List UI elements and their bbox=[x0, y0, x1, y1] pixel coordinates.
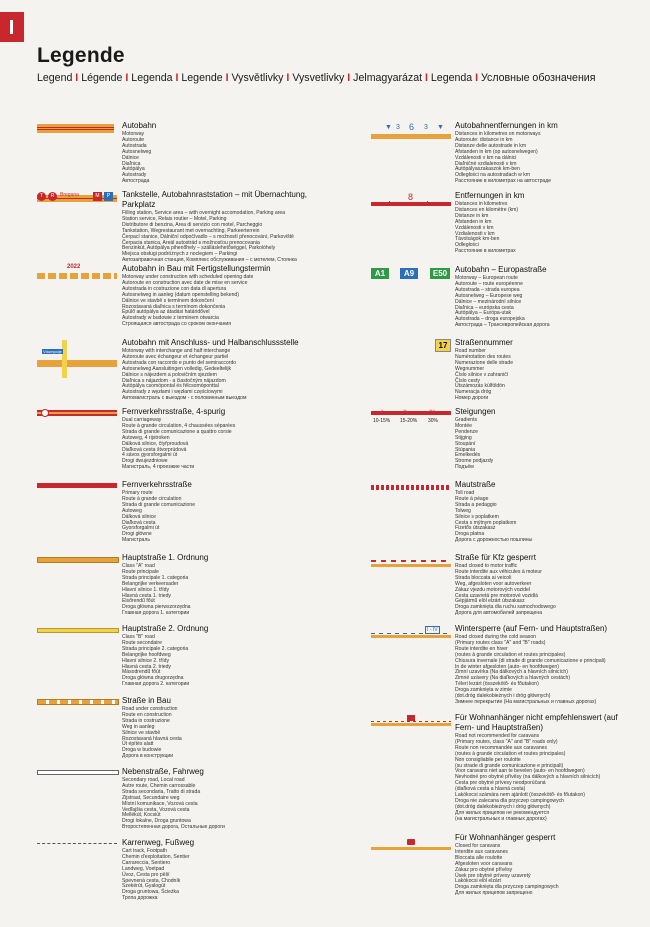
legend-translation: Diaľková cesta bbox=[122, 519, 156, 526]
section-tab-marker bbox=[10, 20, 13, 34]
winter-closure-symbol bbox=[371, 628, 451, 642]
legend-translation: Road closed to motor traffic bbox=[455, 563, 518, 569]
legend-translation: In de winter afgesloten (auto- en hoofdwegen) bbox=[455, 663, 559, 670]
legend-heading: Straße für Kfz gesperrt bbox=[455, 553, 536, 562]
legend-translation: Miejsca obsługi podróżnych z noclegiem – Parkingi bbox=[122, 251, 238, 258]
legend-translation: Road under construction bbox=[122, 706, 178, 712]
legend-translation: Weg in aanleg bbox=[122, 723, 155, 730]
legend-entry-right-3 bbox=[455, 338, 635, 402]
legend-translation: Autoroute avec échangeur et échangeur partiel bbox=[122, 353, 229, 360]
legend-translation: Numérotation des routes bbox=[455, 353, 511, 360]
legend-translation: Strada di grande comunicazione bbox=[122, 501, 196, 508]
legend-heading: Tankstelle, Autobahnraststation – mit Übernachtung, Parkplatz bbox=[122, 190, 307, 209]
legend-translation: Главная дорога 1. категории bbox=[122, 610, 190, 617]
legend-translation: Zákaz vjezdu motorových vozidel bbox=[455, 586, 531, 593]
legend-translation: Autosnelweg Aansluitingen volledig, Gedeeltelijk bbox=[122, 365, 232, 372]
legend-translation: Route principale bbox=[122, 568, 159, 575]
legend-translation: Главная дорога 2. категории bbox=[122, 681, 190, 688]
legend-entry-right-7 bbox=[455, 624, 635, 706]
legend-translation: Afgesloten voor caravans bbox=[455, 860, 513, 867]
euro-route-a9: A9 bbox=[400, 268, 418, 279]
legend-translation: Autoroute – route européenne bbox=[455, 280, 523, 287]
legend-translation: (su strade di grande comunicazione e principali) bbox=[455, 762, 564, 769]
legend-entry-left-2 bbox=[122, 264, 342, 328]
legend-translation: Zákaz pro obytné přívěsy bbox=[455, 866, 513, 873]
legend-translation: Подъём bbox=[455, 464, 474, 471]
legend-translation: Stoupání bbox=[455, 440, 476, 447]
legend-entry-left-1 bbox=[122, 190, 342, 264]
toll-road-symbol bbox=[371, 485, 451, 490]
legend-translation: Второстепенная дорога, Остальные дороги bbox=[122, 824, 225, 831]
cart-track-symbol bbox=[37, 843, 117, 845]
legend-translation: Szekérút, Gyalogút bbox=[122, 883, 166, 890]
language-label: Jelmagyarázat bbox=[353, 72, 423, 84]
legend-translation: Strada secondaria, Tratto di strada bbox=[122, 788, 201, 795]
legend-translation: Strada di grande comunicazione a quattro corsie bbox=[122, 428, 232, 435]
legend-translation: Autosnelweg bbox=[122, 148, 152, 155]
legend-translation: Mellékút, Kocsiút bbox=[122, 812, 161, 819]
legend-translation: Rozostavaná diaľnica s termínom dokončenia bbox=[122, 303, 226, 310]
legend-translation: Cesta s mýtnym poplatkom bbox=[455, 519, 517, 526]
legend-translation: Strada principale 1. categoria bbox=[122, 574, 189, 581]
legend-translation: Dálnice – mezinárodní silnice bbox=[455, 298, 522, 305]
legend-translation: Route à grande circulation, 4 chaussées séparées bbox=[122, 422, 236, 429]
legend-translation: Road not recommended for caravans bbox=[455, 733, 540, 739]
legend-heading: Wintersperre (auf Fern- und Hauptstraßen) bbox=[455, 624, 608, 633]
legend-translation: Strada bloccata ai veicoli bbox=[455, 574, 512, 581]
class-b-road-symbol bbox=[37, 628, 119, 633]
legend-translation: Wegnummer bbox=[455, 365, 485, 372]
legend-translation: Diaľnica – európska cesta bbox=[455, 304, 514, 311]
legend-translation: Autostrada in costruzione con data di apertura bbox=[122, 285, 227, 292]
legend-translation: Motorway with interchange and half interchange bbox=[122, 348, 231, 354]
motorway-symbol bbox=[37, 124, 114, 133]
legend-translation: Stúpania bbox=[455, 446, 476, 453]
legend-translation: Dálnice bbox=[122, 154, 139, 161]
legend-translation: Droga zamknięta dla ruchu samochodowego bbox=[455, 604, 556, 611]
legend-translation: Дорога с дорожностью пошлины bbox=[455, 537, 533, 544]
legend-translation: Расстояние в километрах на автостраде bbox=[455, 178, 552, 185]
legend-translation: Для жилых прицепов запрещено bbox=[455, 890, 533, 897]
legend-translation: Gépjármű elöl elzárt útszakasz bbox=[455, 598, 525, 605]
legend-translation: Droga zamknięta dla przyczep campingowych bbox=[455, 884, 559, 891]
legend-translation: Hlavní silnice 1. třídy bbox=[122, 586, 169, 593]
legend-translation: Автострада bbox=[122, 178, 150, 185]
legend-entry-right-5 bbox=[455, 480, 635, 544]
legend-translation: Hlavní silnice 2. třídy bbox=[122, 657, 169, 664]
legend-translation: Autostrady bbox=[122, 172, 147, 179]
legend-translation: Vedľajšia cesta, Vozová cesta bbox=[122, 806, 190, 813]
legend-translation: Épülő autópálya az átadási határidővel bbox=[122, 309, 210, 316]
legend-entry-right-6 bbox=[455, 553, 635, 617]
legend-translation: Droga w budowie bbox=[122, 747, 162, 754]
language-label: Legenda bbox=[430, 72, 473, 84]
road-distance-2: 8 bbox=[408, 192, 414, 202]
class-a-road-symbol bbox=[37, 557, 119, 563]
gradient-label-2: 15-20% bbox=[400, 418, 418, 424]
legend-translation: Motorway bbox=[122, 131, 145, 137]
closed-road-symbol bbox=[371, 560, 451, 568]
legend-translation: Útszámozás külföldön bbox=[455, 383, 505, 390]
legend-heading: Straße in Bau bbox=[122, 696, 171, 705]
legend-translation: Class "A" road bbox=[122, 563, 155, 569]
filling-station-symbol bbox=[37, 192, 117, 206]
legend-translation: Strada principale 2. categoria bbox=[122, 645, 189, 652]
legend-translation: Cesta uzavretá pre motorové vozidlá bbox=[455, 592, 538, 599]
language-label: Legend bbox=[37, 72, 73, 84]
legend-translation: Тропа дорожка bbox=[122, 895, 158, 902]
opening-year: 2022 bbox=[67, 264, 81, 270]
exit-label: Vdumpolje bbox=[43, 349, 62, 354]
legend-translation: Silnice s poplatkem bbox=[455, 513, 499, 520]
interchange-symbol bbox=[37, 340, 117, 378]
legend-translation: Автозаправочная станция, Комплекс обслуживания – с мотелем, Стоянка bbox=[122, 257, 297, 264]
legend-translation: Téleri lezárt (összekötő- és főutakon) bbox=[455, 681, 539, 688]
legend-translation: Strome podjazdy bbox=[455, 458, 494, 465]
legend-translation: Магистраль bbox=[122, 537, 151, 544]
legend-translation: Dual carriageway bbox=[122, 417, 162, 423]
legend-entry-left-5 bbox=[122, 480, 342, 544]
legend-translation: Emelkedés bbox=[455, 452, 481, 459]
legend-translation: Numerazione delle strade bbox=[455, 359, 514, 366]
legend-translation: Motorway under construction with scheduled opening date bbox=[122, 274, 254, 280]
legend-entry-right-9 bbox=[455, 833, 635, 897]
legend-translation: Montée bbox=[455, 422, 472, 429]
legend-heading: Autobahn bbox=[122, 121, 157, 130]
legend-entry-left-9 bbox=[122, 767, 342, 831]
legend-translation: Дорога в конструкции bbox=[122, 753, 174, 760]
legend-translation: (routes à grande circulation et routes principales) bbox=[455, 750, 566, 757]
parking-icon: P bbox=[104, 192, 113, 201]
legend-entry-right-1 bbox=[455, 191, 635, 255]
legend-translation: Hlavná cesta 1. triedy bbox=[122, 592, 171, 599]
legend-translation: Route non recommandée aux caravanes bbox=[455, 744, 548, 751]
legend-translation: Distances en kilomètre (km) bbox=[455, 206, 519, 213]
legend-translation: Diaľnica bbox=[122, 160, 141, 167]
legend-translation: Zijstraat, Secundaire weg bbox=[122, 794, 180, 801]
secondary-road-symbol bbox=[37, 770, 119, 775]
legend-translation: Drogi dwujezdniowe bbox=[122, 458, 168, 465]
legend-entry-right-0 bbox=[455, 121, 635, 185]
legend-heading: Entfernungen in km bbox=[455, 191, 525, 200]
page-title: Legende bbox=[37, 44, 125, 67]
road-construction-symbol bbox=[37, 699, 119, 705]
legend-heading: Karrenweg, Fußweg bbox=[122, 838, 195, 847]
legend-translation: (Primary routes, class "A" and "B" roads only) bbox=[455, 738, 558, 745]
road-distance-symbol bbox=[371, 194, 451, 212]
legend-translation: Drogi główne bbox=[122, 531, 152, 538]
legend-translation: Toll road bbox=[455, 490, 475, 496]
language-subtitle: Legend I Légende I Legenda I Legende I Vysvětlivky I Vysvetlivky I Jelmagyarázat I Legenda I Условные обозначения bbox=[37, 72, 596, 84]
legend-translation: Elsőrendű főút bbox=[122, 598, 155, 605]
legend-entry-right-2 bbox=[455, 265, 635, 329]
legend-entry-left-7 bbox=[122, 624, 342, 688]
legend-translation: Čerpací stanice, Dálniční odpočívadlo – s možností přenocování, Parkoviště bbox=[122, 233, 294, 240]
legend-entry-left-8 bbox=[122, 696, 342, 760]
legend-translation: Nevhodné pro obytné přívěsy (na dálkových a hlavních silnicích) bbox=[455, 774, 601, 781]
legend-translation: (routes à grande circulation et routes principales) bbox=[455, 651, 566, 658]
legend-translation: Route interdite aux véhicules à moteur bbox=[455, 568, 542, 575]
legend-entry-left-4 bbox=[122, 407, 342, 471]
legend-translation: Vzdialenosti v km bbox=[455, 230, 495, 237]
legend-translation: Autosnelweg in aanleg (datum openstelling bekend) bbox=[122, 291, 239, 298]
legend-entry-right-4 bbox=[455, 407, 635, 471]
legend-translation: Route à péage bbox=[455, 495, 489, 502]
road-distance-1: 4 bbox=[387, 201, 391, 208]
legend-translation: Fizetős útszakasz bbox=[455, 525, 496, 532]
legend-translation: Diaľková cesta štvorprúdová bbox=[122, 446, 187, 453]
legend-heading: Fernverkehrsstraße bbox=[122, 480, 192, 489]
legend-translation: Droga główna drugorzędna bbox=[122, 675, 184, 682]
legend-translation: Autostrady z węzłami i węzłami częściowymi bbox=[122, 389, 223, 396]
legend-translation: (на магистральных и главных дорогах) bbox=[455, 815, 547, 822]
legend-translation: Távolságok km-ben bbox=[455, 236, 500, 243]
legend-translation: Distanze delle autostrade in km bbox=[455, 142, 527, 149]
legend-translation: Расстояние в километрах bbox=[455, 248, 516, 255]
motel-icon: M bbox=[93, 192, 102, 201]
legend-translation: Drogi lokalne, Droga gruntowa bbox=[122, 818, 191, 825]
legend-translation: Pendenze bbox=[455, 428, 478, 435]
caravan-closed-symbol bbox=[371, 842, 451, 852]
legend-translation: (diaľková cesta a hlavná cesta) bbox=[455, 786, 526, 793]
legend-translation: Droga płatna bbox=[455, 531, 485, 538]
motorway-distance-symbol: ▼ ▼ 3 6 3 bbox=[371, 124, 451, 142]
legend-translation: Vzdálenosti v km bbox=[455, 224, 494, 231]
legend-translation: Chemin d'exploitation, Sentier bbox=[122, 853, 190, 860]
legend-translation: Autoweg bbox=[122, 507, 142, 514]
filling-station-icon: T bbox=[37, 192, 46, 201]
caravan-icon bbox=[407, 715, 415, 721]
road-distance-3: 4 bbox=[425, 201, 429, 208]
legend-translation: Zimné uzávery (Na diaľkových a hlavných cestách) bbox=[455, 675, 571, 682]
motorway-distance-1: 3 bbox=[396, 124, 400, 131]
legend-translation: Strada a pedaggio bbox=[455, 501, 497, 508]
legend-translation: Úvoz, Cesta pro pěší bbox=[122, 871, 170, 878]
legend-translation: Магистраль, 4 проезжие части bbox=[122, 464, 195, 471]
legend-heading: Autobahn in Bau mit Fertigstellungstermin bbox=[122, 264, 271, 273]
legend-translation: Route interdite en hiver bbox=[455, 645, 508, 652]
legend-translation: Dálková silnice bbox=[122, 513, 156, 520]
legend-translation: Afstanden in km (op autosnelwegen) bbox=[455, 148, 538, 155]
legend-translation: Autoroute en construction avec date de mise en service bbox=[122, 279, 248, 286]
legend-translation: Distances in kilometres on motorways bbox=[455, 131, 541, 137]
legend-heading: Autobahn mit Anschluss- und Halbanschlussstelle bbox=[122, 338, 299, 347]
legend-translation: Closed for caravans bbox=[455, 843, 501, 849]
legend-translation: Filling station, Service area – with overnight accomodation, Parking area bbox=[122, 210, 286, 216]
legend-heading: Für Wohnanhänger gesperrt bbox=[455, 833, 556, 842]
legend-translation: Út építés alatt bbox=[122, 741, 154, 748]
legend-translation: Autópálya csomópontal és félcsomóponttal bbox=[122, 383, 219, 390]
legend-translation: Diaľnica s nájazdom - a čiastočným nájazdom bbox=[122, 377, 226, 384]
legend-translation: Cart track, Footpath bbox=[122, 848, 168, 854]
legend-heading: Fernverkehrsstraße, 4-spurig bbox=[122, 407, 226, 416]
gradient-label-3: 30% bbox=[428, 418, 439, 424]
legend-translation: Дорога для автомобилей запрещена bbox=[455, 610, 543, 617]
legend-entry-right-8 bbox=[455, 713, 635, 823]
legend-translation: Hlavná cesta 2. triedy bbox=[122, 663, 171, 670]
dual-carriageway-symbol bbox=[37, 410, 117, 416]
legend-translation: Zimní uzavírka (Na dálkových a hlavních silnicích) bbox=[455, 669, 568, 676]
legend-translation: Bloccata alle roulotte bbox=[455, 854, 503, 861]
legend-translation: Belangrijke hoofdweg bbox=[122, 651, 171, 658]
road-number-badge: 17 bbox=[435, 339, 451, 352]
legend-translation: Chiusura invernale (di strade di grande comunicazione e principali) bbox=[455, 657, 606, 664]
language-label: Légende bbox=[81, 72, 123, 84]
caravan-closed-icon bbox=[407, 839, 415, 845]
legend-translation: Droga zamknięta w zimie bbox=[455, 687, 512, 694]
legend-translation: Droga gruntowa, Ścieżka bbox=[122, 889, 179, 896]
legend-translation: Motorway – European route bbox=[455, 275, 518, 281]
legend-translation: Distanze in km bbox=[455, 212, 489, 219]
gradient-label-1: 10-15% bbox=[373, 418, 391, 424]
legend-translation: Для жилых прицепов не рекомендуется bbox=[455, 809, 549, 816]
legend-translation: Číslo cesty bbox=[455, 377, 480, 384]
euro-route-e50: E50 bbox=[430, 268, 450, 279]
legend-translation: Čerpacia stanica, Areál autostrád s možnosťou prenocovania bbox=[122, 239, 260, 246]
legend-heading: Nebenstraße, Fahrweg bbox=[122, 767, 204, 776]
legend-translation: Číslo silnice v zahraničí bbox=[455, 371, 509, 378]
legend-translation: Gradients bbox=[455, 417, 478, 423]
legend-heading: Mautstraße bbox=[455, 480, 496, 489]
legend-translation: Spevnená cesta, Chodník bbox=[122, 877, 181, 884]
legend-translation: Vzdálenosti v km na dálnici bbox=[455, 154, 517, 161]
station-name: Bregana bbox=[60, 192, 79, 198]
legend-translation: Non consigliabile per roulotte bbox=[455, 756, 521, 763]
legend-entry-left-10 bbox=[122, 838, 342, 902]
language-label: Условные обозначения bbox=[481, 72, 596, 84]
legend-translation: Autoroute bbox=[122, 136, 145, 143]
service-area-icon: R bbox=[48, 192, 57, 201]
legend-translation: Station service, Relais routier – Motel, Parking bbox=[122, 215, 227, 222]
legend-translation: Autre route, Chemin carrossable bbox=[122, 782, 196, 789]
legend-translation: Autostrada – droga europejska bbox=[455, 316, 525, 323]
motorway-distance-3: 3 bbox=[424, 124, 428, 131]
legend-translation: Interdite aux caravanes bbox=[455, 848, 508, 855]
legend-translation: Autostrada – strada europea bbox=[455, 286, 520, 293]
legend-translation: Dálnice s nájezdem a polovičním sjezdem bbox=[122, 371, 217, 378]
legend-translation: Benzinkút, Autópálya pihenőhely – szálláslehetőséggel, Parkolóhely bbox=[122, 245, 276, 252]
legend-translation: Numeracja dróg bbox=[455, 389, 492, 396]
legend-heading: Hauptstraße 1. Ordnung bbox=[122, 553, 209, 562]
legend-translation: Odległości bbox=[455, 242, 479, 249]
legend-entry-left-6 bbox=[122, 553, 342, 617]
legend-translation: Dálková silnice, čtyřproudová bbox=[122, 440, 189, 447]
legend-translation: Cesta pre obytné prívesy neodporúčaná bbox=[455, 780, 546, 787]
legend-heading: Hauptstraße 2. Ordnung bbox=[122, 624, 209, 633]
euro-route-a1: A1 bbox=[371, 268, 389, 279]
legend-entry-left-0 bbox=[122, 121, 342, 185]
legend-translation: Úsek pre obytné prívesy uzavretý bbox=[455, 872, 531, 879]
legend-translation: Stijging bbox=[455, 434, 472, 441]
legend-translation: Másodrendű főút bbox=[122, 669, 161, 676]
legend-translation: Tolweg bbox=[455, 507, 471, 514]
legend-translation: Droga nie zalecana dla przyczep campingowych bbox=[455, 797, 565, 804]
language-label: Legenda bbox=[131, 72, 173, 84]
legend-translation: Lakókocsi elöl elzárt bbox=[455, 878, 501, 885]
legend-translation: Autópályaszakaszok km-ben bbox=[455, 166, 520, 173]
legend-translation: Автострада – Трансевропейская дорога bbox=[455, 322, 550, 329]
legend-translation: Weg, afgesloten voor autoverkeer bbox=[455, 580, 532, 587]
legend-translation: Route en construction bbox=[122, 711, 172, 718]
gradient-symbol: › » »› 10-15% 15-20% 30% bbox=[371, 409, 451, 427]
legend-translation: Autostrada con raccordo e punto del semiraccordo bbox=[122, 359, 237, 366]
legend-translation: Landweg, Voetpad bbox=[122, 865, 165, 872]
caravan-not-recommended-symbol bbox=[371, 718, 451, 728]
legend-translation: Primary route bbox=[122, 490, 153, 496]
legend-heading: Steigungen bbox=[455, 407, 496, 416]
legend-heading: Für Wohnanhänger nicht empfehlenswert (auf Fern- und Hauptstraßen) bbox=[455, 713, 618, 732]
legend-translation: Autosnelweg – Europese weg bbox=[455, 292, 523, 299]
legend-heading: Autobahn – Europastraße bbox=[455, 265, 547, 274]
legend-translation: (Primary routes class "A" and "B" roads) bbox=[455, 639, 546, 646]
legend-translation: Autostrady w budowie z terminem otwarcia bbox=[122, 315, 219, 322]
legend-translation: Rozostavaná hlavná cesta bbox=[122, 735, 182, 742]
legend-translation: 4 sávos gyorsforgalmi út bbox=[122, 452, 178, 459]
legend-translation: Diaľničné vzdialenosti v km bbox=[455, 160, 517, 167]
language-label: Vysvetlivky bbox=[292, 72, 345, 84]
legend-translation: Номер дороги bbox=[455, 395, 489, 402]
legend-translation: Autostrada bbox=[122, 142, 147, 149]
legend-translation: Road number bbox=[455, 348, 486, 354]
legend-translation: Autoroute: distance in km bbox=[455, 136, 513, 143]
legend-translation: Route à grande circulation bbox=[122, 495, 182, 502]
legend-translation: Silnice ve stavbě bbox=[122, 729, 161, 736]
legend-translation: (dot.dróg dalekobieżnych i dróg głównych) bbox=[455, 803, 551, 810]
legend-translation: Tankstation, Wegrestaurant met overnachting, Parkeerterrein bbox=[122, 227, 260, 234]
legend-translation: Místní komunikace, Vozová cesta bbox=[122, 800, 198, 807]
legend-entry-left-3 bbox=[122, 338, 342, 402]
motorway-distance-2: 6 bbox=[409, 122, 415, 132]
legend-translation: Autópálya – Európa-utak bbox=[455, 310, 512, 317]
legend-translation: Autópálya bbox=[122, 166, 145, 173]
legend-translation: Dálnice ve stavbě s termínem dokončení bbox=[122, 297, 215, 304]
legend-translation: Voor caravans niet aan te bevelen (auto- en hoofdwegen) bbox=[455, 768, 585, 775]
legend-heading: Straßennummer bbox=[455, 338, 513, 347]
legend-translation: Distances in kilometres bbox=[455, 201, 508, 207]
legend-translation: Строящаяся автострада со сроком окончания bbox=[122, 321, 232, 328]
legend-translation: Strada in costruzione bbox=[122, 717, 170, 724]
legend-translation: Class "B" road bbox=[122, 634, 155, 640]
legend-translation: Distributore di benzina, Area di servizio con motel, Parcheggio bbox=[122, 221, 263, 228]
legend-translation: Odległości na autostradach w km bbox=[455, 172, 531, 179]
winter-months: I - IV bbox=[427, 627, 438, 633]
legend-translation: Зимнее перекрытие (На магистральных и главных дорогах) bbox=[455, 698, 597, 705]
legend-translation: Route secondaire bbox=[122, 639, 162, 646]
legend-translation: Carrareccia, Sentiero bbox=[122, 859, 171, 866]
legend-translation: Droga główna pierwszorzędna bbox=[122, 604, 191, 611]
legend-translation: Belangrijke verkeersader bbox=[122, 580, 179, 587]
legend-translation: Afstanden in km bbox=[455, 218, 492, 225]
section-tab bbox=[0, 12, 24, 42]
legend-translation: Secondary road, Local road bbox=[122, 777, 185, 783]
legend-translation: Autoweg, 4 rijstroken bbox=[122, 434, 170, 441]
language-label: Legende bbox=[181, 72, 223, 84]
legend-translation: (dot.dróg dalekobieżnych i dróg głównych) bbox=[455, 693, 551, 700]
motorway-construction-symbol bbox=[37, 266, 117, 280]
legend-translation: Gyorsforgalmi út bbox=[122, 525, 160, 532]
legend-translation: Автомагистраль с выездом - с половинным выездом bbox=[122, 395, 247, 402]
language-label: Vysvětlivky bbox=[231, 72, 284, 84]
legend-translation: Road closed during the cold season bbox=[455, 634, 536, 640]
legend-heading: Autobahnentfernungen in km bbox=[455, 121, 558, 130]
legend-translation: Lakókocsi számára nem ajánlott (összekötő- és főutakon) bbox=[455, 792, 585, 799]
primary-route-symbol bbox=[37, 483, 117, 488]
